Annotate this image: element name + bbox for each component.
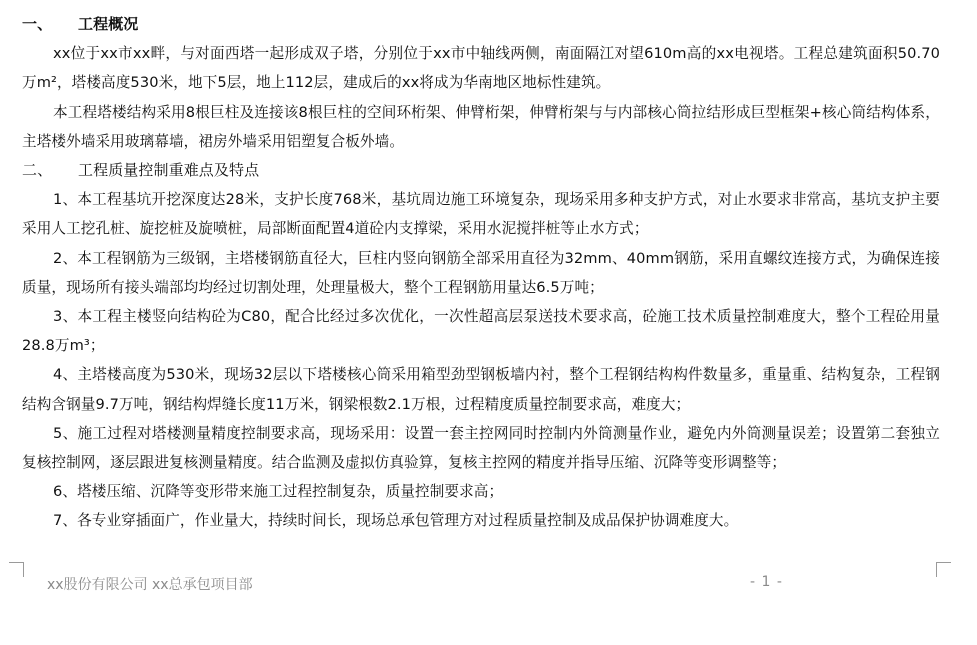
footer-company: xx股份有限公司 xx总承包项目部	[47, 577, 253, 593]
section-heading-quality	[22, 156, 940, 185]
quality-item-5: 5、施工过程对塔楼测量精度控制要求高，现场采用：设置一套主控网同时控制内外筒测量作业，避免内外筒测量误差；设置第二套独立复核控制网，逐层跟进复核测量精度。结合监测及虚拟仿真验算，复核主控网的精度并指导压缩、沉降等变形调整等；	[22, 424, 940, 472]
quality-item-2: 2、本工程钢筋为三级钢，主塔楼钢筋直径大，巨柱内竖向钢筋全部采用直径为32mm、40mm钢筋，采用直螺纹连接方式，为确保连接质量，现场所有接头端部均均经过切割处理，处理量极大，整个工程钢筋用量达6.5万吨；	[22, 249, 940, 296]
quality-item-3: 3、本工程主楼竖向结构砼为C80，配合比经过多次优化，一次性超高层泵送技术要求高，砼施工技术质量控制难度大，整个工程砼用量28.8万m³；	[22, 308, 940, 355]
footer-page-number: - 1 -	[750, 574, 783, 590]
section-title: 工程质量控制重难点及特点	[78, 161, 260, 180]
quality-item-4: 4、主塔楼高度为530米，现场32层以下塔楼核心筒采用箱型劲型钢板墙内衬，整个工程钢结构构件数量多，重量重、结构复杂，工程钢结构含钢量9.7万吨，钢结构焊缝长度11万米，钢梁根数2.1万根，过程精度质量控制要求高，难度大；	[22, 366, 940, 413]
section-heading-overview	[22, 10, 940, 39]
quality-item-1: 1、本工程基坑开挖深度达28米，支护长度768米，基坑周边施工环境复杂，现场采用多种支护方式，对止水要求非常高，基坑支护主要采用人工挖孔桩、旋挖桩及旋喷桩，局部断面配置4道砼内支撑梁，采用水泥搅拌桩等止水方式；	[22, 191, 940, 238]
section-title: 工程概况	[78, 15, 139, 33]
quality-item-6: 6、塔楼压缩、沉降等变形带来施工过程控制复杂，质量控制要求高；	[53, 483, 504, 501]
paragraph-overview-1: xx位于xx市xx畔，与对面西塔一起形成双子塔，分别位于xx市中轴线两侧，南面隔江对望610m高的xx电视塔。工程总建筑面积50.70万m²，塔楼高度530米，地下5层，地上112层，建成后的xx将成为华南地区地标性建筑。	[22, 45, 940, 92]
section-number: 二、	[22, 161, 53, 180]
section-number: 一、	[22, 15, 53, 33]
paragraph-overview-2: 本工程塔楼结构采用8根巨柱及连接该8根巨柱的空间环桁架、伸臂桁架，伸臂桁架与与内部核心筒拉结形成巨型框架+核心筒结构体系，主塔楼外墙采用玻璃幕墙，裙房外墙采用铝塑复合板外墙。	[22, 103, 940, 150]
quality-item-7: 7、各专业穿插面广，作业量大，持续时间长，现场总承包管理方对过程质量控制及成品保护协调难度大。	[53, 512, 739, 530]
document-body	[22, 10, 940, 536]
page-corner-mark-left	[9, 562, 24, 577]
page-corner-mark-right	[936, 562, 951, 577]
